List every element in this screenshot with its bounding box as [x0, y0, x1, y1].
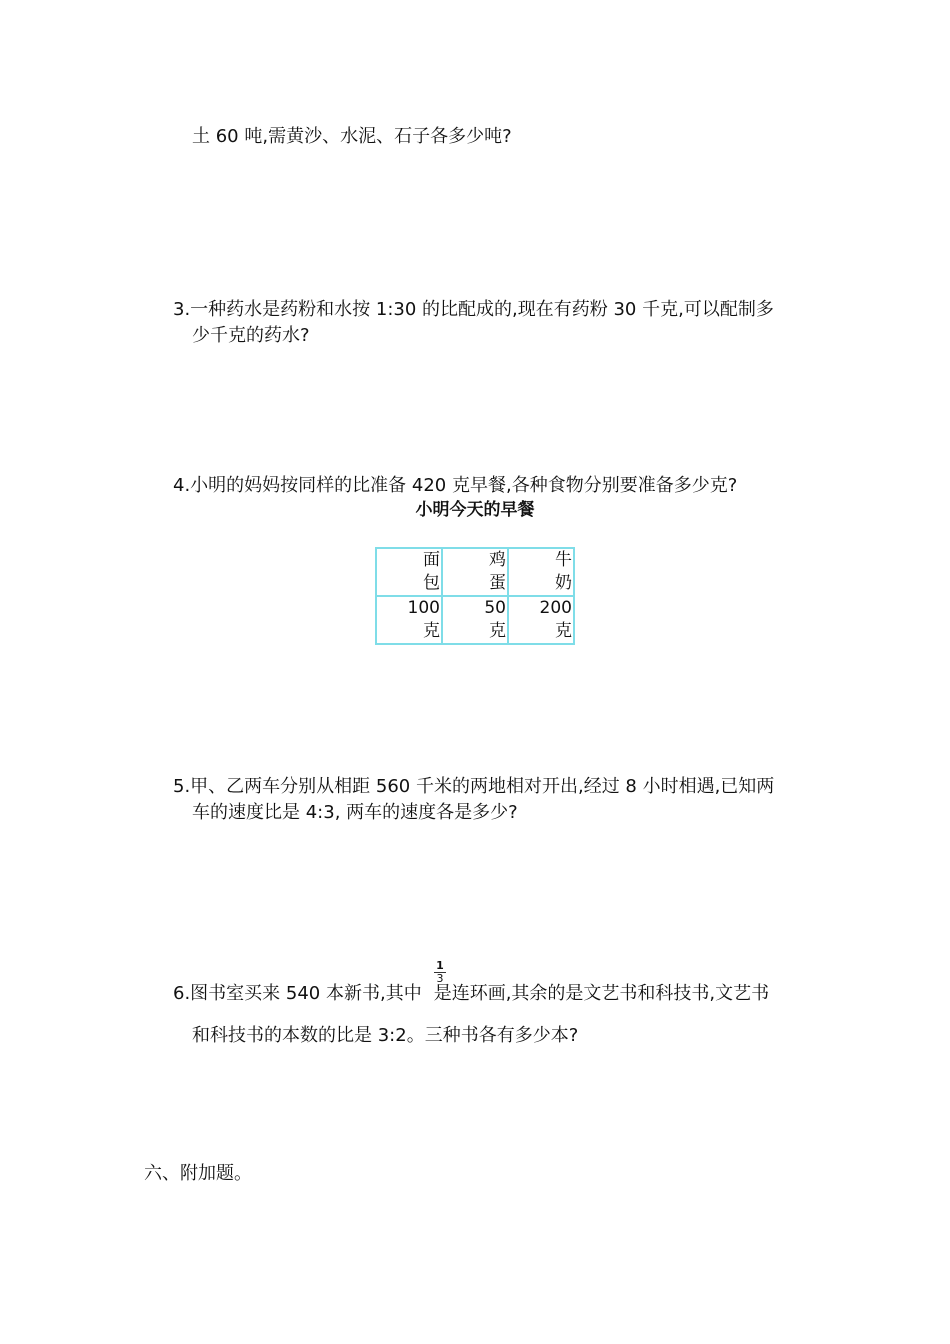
- question-6-text-after-fraction: 是连环画,其余的是文艺书和科技书,文艺书: [433, 983, 770, 1004]
- breakfast-table-title: 小明今天的早餐: [415, 500, 535, 520]
- table-cell-milk: [508, 548, 574, 596]
- section-six-heading: 六、附加题。: [144, 1163, 252, 1184]
- cell-unit: 克: [555, 621, 572, 641]
- table-cell-egg-amount: [442, 596, 508, 644]
- fraction-denominator: 3: [436, 972, 444, 985]
- question-6-line-2: 和科技书的本数的比是 3:2。三种书各有多少本?: [192, 1025, 579, 1046]
- table-cell-bread: [376, 548, 442, 596]
- table-cell-milk-amount: [508, 596, 574, 644]
- cell-text: 包: [423, 573, 440, 593]
- question-6-text-before-fraction: 6.图书室买来 540 本新书,其中: [173, 983, 422, 1004]
- table-cell-egg: [442, 548, 508, 596]
- question-3-line-1: 3.一种药水是药粉和水按 1:30 的比配成的,现在有药粉 30 千克,可以配制多: [173, 299, 774, 320]
- table-row: [376, 548, 574, 596]
- cell-text: 鸡: [489, 550, 506, 570]
- cell-text: 蛋: [489, 573, 506, 593]
- question-6-line-1: [173, 982, 769, 1006]
- fraction-one-third: [434, 960, 446, 985]
- question-3-line-2: 少千克的药水?: [192, 325, 310, 346]
- cell-number: 100: [407, 598, 440, 618]
- question-5-line-2: 车的速度比是 4:3, 两车的速度各是多少?: [192, 802, 518, 823]
- cell-unit: 克: [423, 621, 440, 641]
- table-cell-bread-amount: [376, 596, 442, 644]
- cell-number: 200: [539, 598, 572, 618]
- breakfast-table: [375, 547, 575, 645]
- cell-unit: 克: [489, 621, 506, 641]
- question-2-tail: 土 60 吨,需黄沙、水泥、石子各多少吨?: [192, 126, 512, 147]
- cell-text: 牛: [555, 550, 572, 570]
- cell-text: 奶: [555, 573, 572, 593]
- table-row: [376, 596, 574, 644]
- fraction-numerator: 1: [434, 960, 446, 973]
- cell-number: 50: [484, 598, 506, 618]
- question-4-line-1: 4.小明的妈妈按同样的比准备 420 克早餐,各种食物分别要准备多少克?: [173, 475, 738, 496]
- cell-text: 面: [423, 550, 440, 570]
- question-5-line-1: 5.甲、乙两车分别从相距 560 千米的两地相对开出,经过 8 小时相遇,已知两: [173, 776, 775, 797]
